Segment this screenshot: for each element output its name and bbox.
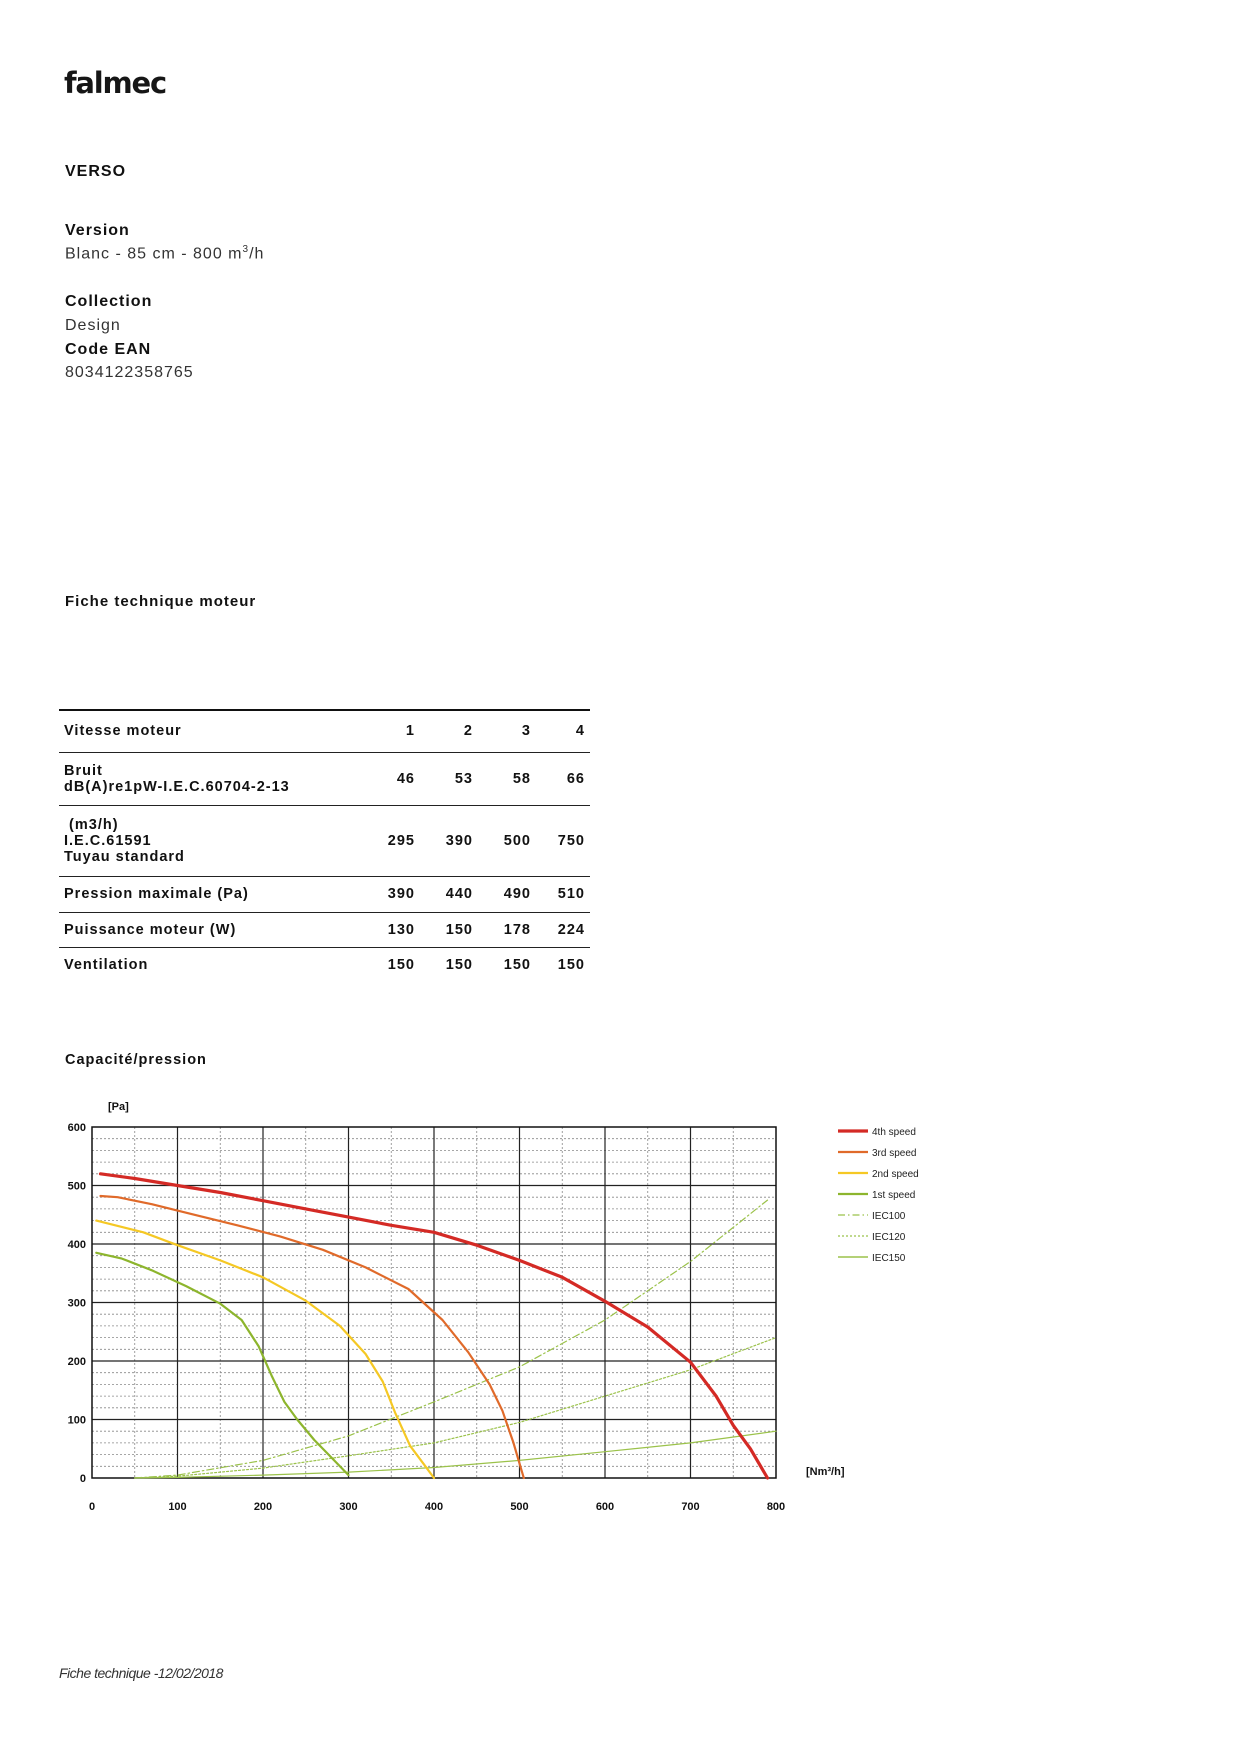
row-label: Puissance moteur (W) (59, 912, 362, 947)
row-label (59, 805, 362, 876)
motor-section-title: Fiche technique moteur (65, 593, 257, 610)
cell-value: 150 (387, 956, 415, 973)
row-label: Pression maximale (Pa) (59, 876, 362, 912)
cell-value: 58 (478, 752, 536, 805)
x-tick-label: 500 (510, 1501, 529, 1513)
version-label: Version (65, 222, 130, 239)
table-row (59, 805, 590, 876)
cell-value: 178 (478, 912, 536, 947)
cell-value: 150 (445, 956, 473, 973)
y-tick-label: 500 (67, 1180, 86, 1193)
y-tick-label: 100 (67, 1414, 86, 1427)
cell-value: 46 (362, 752, 420, 805)
header-label: Vitesse moteur (59, 710, 362, 752)
y-axis-label: [Pa] (108, 1101, 129, 1113)
cell-value: 224 (536, 912, 590, 947)
legend-label: 1st speed (872, 1190, 916, 1201)
chart-section-title: Capacité/pression (65, 1052, 207, 1068)
version-value: Blanc - 85 cm - 800 $m^3/h$ (65, 244, 265, 263)
x-tick-label: 400 (424, 1501, 444, 1513)
legend-label: IEC150 (872, 1253, 906, 1264)
cell-value: 53 (420, 752, 478, 805)
legend-label: IEC100 (872, 1211, 906, 1222)
cell-value: 440 (420, 876, 478, 912)
row-label (59, 752, 362, 805)
table-row (59, 912, 590, 947)
series-line-3rd-speed (101, 1196, 524, 1478)
cell-value: 500 (478, 805, 536, 876)
legend-label: 4th speed (872, 1127, 916, 1138)
header-speed-2: 2 (420, 710, 478, 752)
x-tick-label: 800 (766, 1501, 786, 1513)
row-label-line: I.E.C.61591 (64, 832, 152, 849)
x-tick-label: 600 (595, 1501, 615, 1513)
cell-value: 490 (478, 876, 536, 912)
series-line-1st-speed (96, 1253, 348, 1475)
capacity-pressure-chart (0, 1090, 1000, 1540)
x-tick-label: 700 (681, 1501, 700, 1513)
legend-label: 2nd speed (872, 1169, 919, 1180)
cell-value: 130 (362, 912, 420, 947)
y-tick-label: 300 (67, 1297, 86, 1310)
y-tick-label: 200 (67, 1356, 86, 1368)
x-tick-label: 100 (168, 1501, 187, 1513)
cell-value: 150 (557, 956, 585, 973)
product-name: VERSO (65, 163, 127, 180)
footer-date: Fiche technique -12/02/2018 (59, 1665, 223, 1681)
table-row (59, 752, 590, 805)
cell-value: 150 (503, 956, 531, 973)
cell-value: 295 (362, 805, 420, 876)
y-tick-label: 400 (67, 1239, 86, 1251)
row-label-line: dB(A)re1pW-I.E.C.60704-2-13 (64, 778, 290, 795)
brand-logo: falmec (64, 66, 167, 100)
table-header-row (59, 710, 590, 752)
row-label-line: Tuyau standard (64, 848, 185, 865)
table-row (59, 947, 590, 982)
y-tick-label: 0 (79, 1473, 86, 1485)
row-label-line: Bruit (64, 762, 103, 779)
row-label-line: (m3/h) (64, 816, 119, 833)
x-axis-label: [Nm³/h] (806, 1466, 845, 1478)
ean-value: 8034122358765 (65, 364, 194, 381)
x-tick-label: 300 (339, 1501, 358, 1513)
y-tick-label: 600 (67, 1122, 86, 1134)
header-speed-4: 4 (536, 710, 590, 752)
cell-value: 510 (536, 876, 590, 912)
table-row (59, 876, 590, 912)
legend-label: IEC120 (872, 1232, 906, 1243)
series-line-iec100 (135, 1200, 768, 1478)
legend-label: 3rd speed (872, 1148, 917, 1159)
ean-label: Code EAN (65, 341, 152, 358)
cell-value: 390 (362, 876, 420, 912)
series-line-iec120 (135, 1338, 776, 1478)
header-speed-3: 3 (478, 710, 536, 752)
x-tick-label: 0 (88, 1501, 96, 1513)
collection-label: Collection (65, 293, 153, 310)
motor-spec-table (59, 709, 590, 982)
row-label: Ventilation (64, 956, 149, 973)
x-tick-label: 200 (253, 1501, 273, 1513)
cell-value: 150 (420, 912, 478, 947)
cell-value: 390 (420, 805, 478, 876)
collection-value: Design (65, 317, 121, 334)
header-speed-1: 1 (362, 710, 420, 752)
cell-value: 750 (536, 805, 590, 876)
cell-value: 66 (536, 752, 590, 805)
